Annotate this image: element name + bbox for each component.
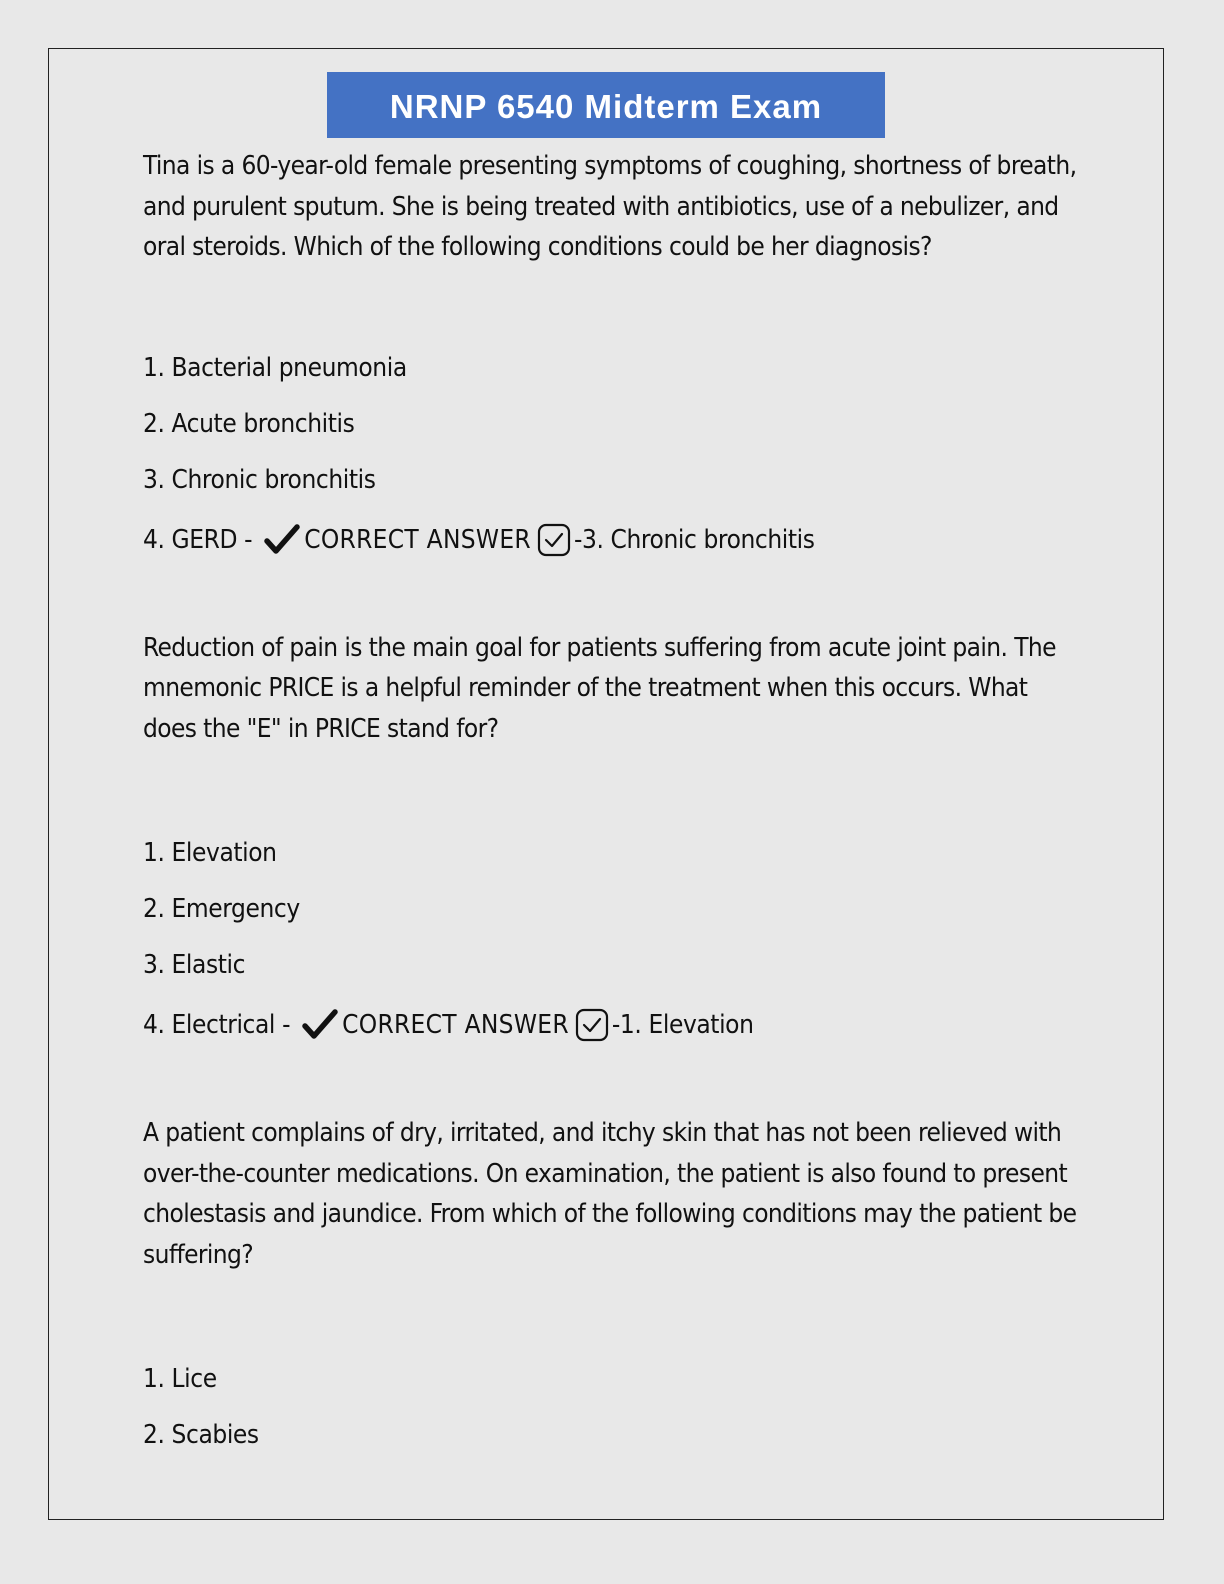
question-block: [143, 1113, 1083, 1463]
option-item: 4. GERD -: [143, 524, 253, 555]
check-icon: [264, 523, 300, 557]
question-text: A patient complains of dry, irritated, and itchy skin that has not been relieved with over-the-counter medications. On examination, the patient is also found to present cholestasis and jaundice. From which of the following conditions may the patient be suffering?: [143, 1118, 1077, 1270]
options-list: [143, 825, 1083, 1057]
option-item: 1. Lice: [143, 1364, 217, 1394]
option-item: 3. Elastic: [143, 950, 246, 980]
answer-text: -1. Elevation: [611, 1010, 754, 1040]
option-item: 1. Bacterial pneumonia: [143, 352, 407, 383]
correct-answer-label: CORRECT ANSWER: [304, 524, 531, 555]
answer-line: [143, 993, 1083, 1057]
options-list: [143, 340, 1083, 572]
option-item: 4. Electrical -: [143, 1010, 291, 1040]
option-item: 3. Chronic bronchitis: [143, 464, 376, 495]
option-item: 2. Acute bronchitis: [143, 408, 355, 439]
document-body: [143, 140, 1083, 1509]
question-block: [143, 628, 1083, 1058]
option-item: 2. Emergency: [143, 894, 300, 924]
check-icon: [302, 1008, 338, 1042]
checkbox-checked-icon: [537, 523, 571, 557]
checkbox-checked-icon: [575, 1008, 609, 1042]
options-list: [143, 1351, 1083, 1463]
answer-text: -3. Chronic bronchitis: [573, 524, 815, 555]
question-text: Tina is a 60-year-old female presenting symptoms of coughing, shortness of breath, and purulent sputum. She is being treated with antibiotics, use of a nebulizer, and oral steroids. Which of the following conditions could be her diagnosis?: [143, 151, 1077, 262]
option-item: 1. Elevation: [143, 838, 277, 868]
question-block: [143, 146, 1083, 572]
answer-line: [143, 508, 1083, 572]
question-text: Reduction of pain is the main goal for patients suffering from acute joint pain. The mnemonic PRICE is a helpful reminder of the treatment when this occurs. What does the "E" in PRICE stand for?: [143, 632, 1056, 744]
correct-answer-label: CORRECT ANSWER: [342, 1010, 569, 1040]
document-title: NRNP 6540 Midterm Exam: [327, 72, 885, 138]
option-item: 2. Scabies: [143, 1420, 259, 1450]
